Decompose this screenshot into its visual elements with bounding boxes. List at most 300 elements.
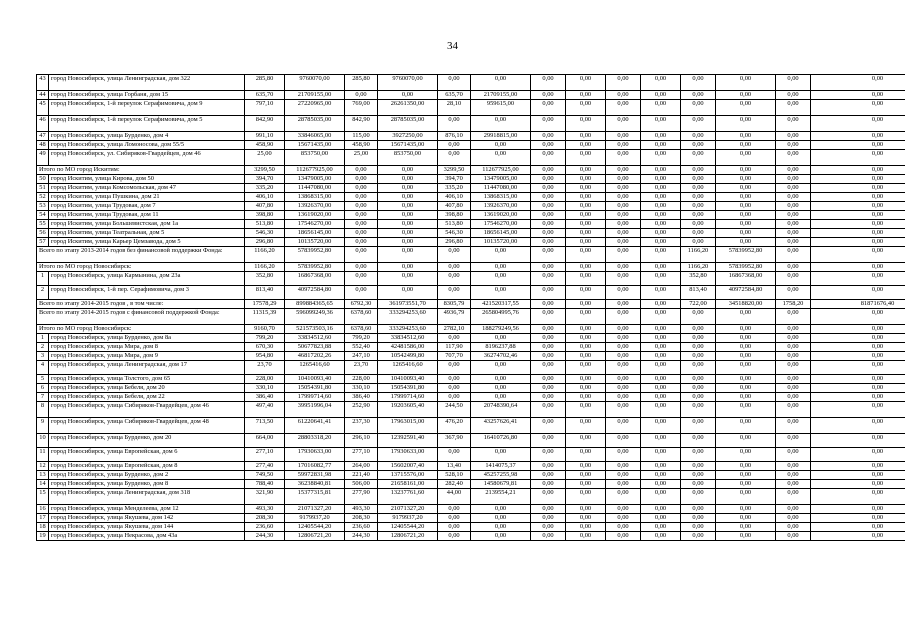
value-cell: 0,00 bbox=[566, 514, 606, 523]
value-cell: 0,00 bbox=[566, 471, 606, 480]
value-cell: 0,00 bbox=[681, 75, 716, 91]
row-number: 56 bbox=[37, 229, 49, 238]
value-cell: 0,00 bbox=[531, 91, 566, 100]
value-cell: 546,30 bbox=[438, 229, 471, 238]
value-cell: 0,00 bbox=[606, 505, 641, 514]
value-cell: 0,00 bbox=[811, 402, 905, 418]
table-row bbox=[37, 489, 905, 505]
value-cell: 0,00 bbox=[681, 202, 716, 211]
value-cell: 264,00 bbox=[345, 462, 378, 471]
value-cell: 236,60 bbox=[245, 523, 285, 532]
value-cell: 23,70 bbox=[245, 361, 285, 375]
value-cell: 0,00 bbox=[606, 141, 641, 150]
value-cell: 45257255,98 bbox=[471, 471, 531, 480]
value-cell: 9179937,20 bbox=[285, 514, 345, 523]
value-cell: 13868315,00 bbox=[285, 193, 345, 202]
row-number: 14 bbox=[37, 480, 49, 489]
value-cell: 0,00 bbox=[716, 116, 776, 132]
value-cell: 330,10 bbox=[245, 384, 285, 393]
value-cell: 17546270,00 bbox=[285, 220, 345, 229]
value-cell: 208,30 bbox=[245, 514, 285, 523]
table-row bbox=[37, 229, 905, 238]
value-cell: 0,00 bbox=[716, 75, 776, 91]
value-cell: 0,00 bbox=[776, 402, 811, 418]
value-cell: 406,10 bbox=[438, 193, 471, 202]
value-cell: 0,00 bbox=[345, 184, 378, 193]
value-cell: 0,00 bbox=[811, 175, 905, 184]
row-number: 43 bbox=[37, 75, 49, 91]
value-cell: 0,00 bbox=[606, 334, 641, 343]
value-cell: 0,00 bbox=[716, 220, 776, 229]
value-cell: 0,00 bbox=[531, 100, 566, 116]
value-cell: 0,00 bbox=[681, 384, 716, 393]
value-cell: 21071327,20 bbox=[285, 505, 345, 514]
address-cell: город Новосибирск, улица Ленинградская, дом 318 bbox=[49, 489, 245, 505]
value-cell: 0,00 bbox=[531, 75, 566, 91]
value-cell: 0,00 bbox=[378, 247, 438, 263]
value-cell: 13,40 bbox=[438, 462, 471, 471]
value-cell: 0,00 bbox=[811, 75, 905, 91]
value-cell: 3927250,00 bbox=[378, 132, 438, 141]
value-cell: 0,00 bbox=[531, 448, 566, 462]
value-cell: 0,00 bbox=[566, 300, 606, 309]
value-cell: 0,00 bbox=[776, 263, 811, 272]
value-cell: 17016082,77 bbox=[285, 462, 345, 471]
value-cell: 6378,60 bbox=[345, 325, 378, 334]
row-number: 47 bbox=[37, 132, 49, 141]
value-cell: 188279249,56 bbox=[471, 325, 531, 334]
value-cell: 0,00 bbox=[641, 220, 681, 229]
address-cell: город Новосибирск, улица Бурденко, дом 2 bbox=[49, 471, 245, 480]
value-cell: 0,00 bbox=[776, 471, 811, 480]
value-cell: 285,80 bbox=[245, 75, 285, 91]
value-cell: 0,00 bbox=[566, 184, 606, 193]
value-cell: 21709155,00 bbox=[471, 91, 531, 100]
row-number: 15 bbox=[37, 489, 49, 505]
value-cell: 6378,60 bbox=[345, 309, 378, 325]
table-row bbox=[37, 434, 905, 448]
address-cell: город Новосибирск, улица Бебеля, дом 22 bbox=[49, 393, 245, 402]
value-cell: 221,40 bbox=[345, 471, 378, 480]
value-cell: 0,00 bbox=[776, 334, 811, 343]
value-cell: 0,00 bbox=[438, 247, 471, 263]
value-cell: 0,00 bbox=[641, 141, 681, 150]
value-cell: 0,00 bbox=[681, 393, 716, 402]
value-cell: 0,00 bbox=[566, 480, 606, 489]
value-cell: 0,00 bbox=[531, 505, 566, 514]
value-cell: 0,00 bbox=[641, 343, 681, 352]
value-cell: 0,00 bbox=[776, 448, 811, 462]
value-cell: 0,00 bbox=[471, 150, 531, 166]
value-cell: 0,00 bbox=[345, 202, 378, 211]
value-cell: 46817202,26 bbox=[285, 352, 345, 361]
row-number: 12 bbox=[37, 462, 49, 471]
total-label: Всего по этапу 2014-2015 годов , в том числе: bbox=[37, 300, 245, 309]
value-cell: 0,00 bbox=[566, 91, 606, 100]
value-cell: 813,40 bbox=[681, 286, 716, 300]
value-cell: 0,00 bbox=[641, 193, 681, 202]
value-cell: 0,00 bbox=[606, 91, 641, 100]
value-cell: 0,00 bbox=[641, 514, 681, 523]
value-cell: 0,00 bbox=[776, 272, 811, 286]
value-cell: 0,00 bbox=[811, 505, 905, 514]
value-cell: 0,00 bbox=[471, 247, 531, 263]
value-cell: 0,00 bbox=[681, 489, 716, 505]
value-cell: 0,00 bbox=[471, 141, 531, 150]
table-row bbox=[37, 402, 905, 418]
value-cell: 670,30 bbox=[245, 343, 285, 352]
value-cell: 18656145,00 bbox=[285, 229, 345, 238]
value-cell: 0,00 bbox=[811, 462, 905, 471]
value-cell: 0,00 bbox=[438, 393, 471, 402]
address-cell: город Новосибирск, улица Европейская, дом 8 bbox=[49, 462, 245, 471]
value-cell: 797,10 bbox=[245, 100, 285, 116]
value-cell: 0,00 bbox=[716, 480, 776, 489]
value-cell: 0,00 bbox=[606, 375, 641, 384]
value-cell: 0,00 bbox=[641, 75, 681, 91]
value-cell: 876,10 bbox=[438, 132, 471, 141]
value-cell: 0,00 bbox=[566, 193, 606, 202]
value-cell: 81871676,40 bbox=[811, 300, 905, 309]
value-cell: 12405544,20 bbox=[285, 523, 345, 532]
value-cell: 10135720,00 bbox=[285, 238, 345, 247]
value-cell: 208,30 bbox=[345, 514, 378, 523]
value-cell: 0,00 bbox=[531, 471, 566, 480]
value-cell: 0,00 bbox=[531, 375, 566, 384]
value-cell: 0,00 bbox=[641, 166, 681, 175]
value-cell: 0,00 bbox=[531, 238, 566, 247]
table-row bbox=[37, 523, 905, 532]
value-cell: 0,00 bbox=[811, 352, 905, 361]
value-cell: 40972584,80 bbox=[716, 286, 776, 300]
value-cell: 0,00 bbox=[531, 343, 566, 352]
value-cell: 285,80 bbox=[345, 75, 378, 91]
value-cell: 0,00 bbox=[811, 309, 905, 325]
value-cell: 0,00 bbox=[438, 514, 471, 523]
value-cell: 0,00 bbox=[606, 393, 641, 402]
address-cell: город Искитим, улица Театральная, дом 5 bbox=[49, 229, 245, 238]
value-cell: 0,00 bbox=[641, 448, 681, 462]
value-cell: 0,00 bbox=[811, 166, 905, 175]
value-cell: 13619020,00 bbox=[285, 211, 345, 220]
address-cell: город Новосибирск, 1-й переулок Серафимовича, дом 5 bbox=[49, 116, 245, 132]
value-cell: 0,00 bbox=[531, 480, 566, 489]
value-cell: 0,00 bbox=[471, 334, 531, 343]
value-cell: 18656145,00 bbox=[471, 229, 531, 238]
value-cell: 0,00 bbox=[811, 384, 905, 393]
value-cell: 0,00 bbox=[776, 434, 811, 448]
row-number: 1 bbox=[37, 334, 49, 343]
value-cell: 0,00 bbox=[641, 91, 681, 100]
row-number: 2 bbox=[37, 343, 49, 352]
value-cell: 0,00 bbox=[345, 263, 378, 272]
value-cell: 43257626,41 bbox=[471, 418, 531, 434]
value-cell: 0,00 bbox=[641, 489, 681, 505]
value-cell: 0,00 bbox=[531, 193, 566, 202]
value-cell: 0,00 bbox=[776, 150, 811, 166]
value-cell: 0,00 bbox=[681, 480, 716, 489]
value-cell: 0,00 bbox=[531, 116, 566, 132]
address-cell: город Новосибирск, 1-й пер. Серафимовича, дом 3 bbox=[49, 286, 245, 300]
value-cell: 0,00 bbox=[606, 361, 641, 375]
table-row bbox=[37, 116, 905, 132]
value-cell: 28785035,00 bbox=[378, 116, 438, 132]
value-cell: 17999714,60 bbox=[285, 393, 345, 402]
value-cell: 0,00 bbox=[471, 514, 531, 523]
value-cell: 0,00 bbox=[811, 211, 905, 220]
value-cell: 59972831,98 bbox=[285, 471, 345, 480]
value-cell: 506,00 bbox=[345, 480, 378, 489]
value-cell: 0,00 bbox=[566, 393, 606, 402]
value-cell: 0,00 bbox=[566, 462, 606, 471]
address-cell: город Новосибирск, улица Бурденко, дом 20 bbox=[49, 434, 245, 448]
value-cell: 9760070,00 bbox=[285, 75, 345, 91]
value-cell: 0,00 bbox=[716, 434, 776, 448]
value-cell: 0,00 bbox=[471, 505, 531, 514]
address-cell: город Новосибирск, улица Якушева, дом 142 bbox=[49, 514, 245, 523]
value-cell: 0,00 bbox=[716, 334, 776, 343]
table-row bbox=[37, 238, 905, 247]
value-cell: 0,00 bbox=[716, 384, 776, 393]
total-row bbox=[37, 166, 905, 175]
value-cell: 0,00 bbox=[531, 184, 566, 193]
value-cell: 0,00 bbox=[438, 116, 471, 132]
value-cell: 0,00 bbox=[531, 462, 566, 471]
value-cell: 635,70 bbox=[245, 91, 285, 100]
value-cell: 0,00 bbox=[566, 263, 606, 272]
value-cell: 0,00 bbox=[531, 489, 566, 505]
value-cell: 0,00 bbox=[606, 220, 641, 229]
value-cell: 0,00 bbox=[471, 116, 531, 132]
value-cell: 0,00 bbox=[776, 238, 811, 247]
address-cell: город Новосибирск, улица Бурденко, дом 8 bbox=[49, 480, 245, 489]
value-cell: 15377315,81 bbox=[285, 489, 345, 505]
row-number: 5 bbox=[37, 375, 49, 384]
row-number: 54 bbox=[37, 211, 49, 220]
value-cell: 0,00 bbox=[681, 166, 716, 175]
value-cell: 26261350,00 bbox=[378, 100, 438, 116]
value-cell: 0,00 bbox=[776, 462, 811, 471]
value-cell: 0,00 bbox=[378, 175, 438, 184]
row-number: 49 bbox=[37, 150, 49, 166]
value-cell: 0,00 bbox=[641, 505, 681, 514]
value-cell: 0,00 bbox=[606, 300, 641, 309]
value-cell: 0,00 bbox=[681, 91, 716, 100]
value-cell: 521573503,16 bbox=[285, 325, 345, 334]
value-cell: 0,00 bbox=[811, 480, 905, 489]
table-row bbox=[37, 480, 905, 489]
value-cell: 0,00 bbox=[716, 184, 776, 193]
value-cell: 33834512,60 bbox=[285, 334, 345, 343]
value-cell: 0,00 bbox=[566, 229, 606, 238]
value-cell: 0,00 bbox=[378, 184, 438, 193]
value-cell: 39951996,04 bbox=[285, 402, 345, 418]
value-cell: 0,00 bbox=[776, 361, 811, 375]
value-cell: 0,00 bbox=[438, 384, 471, 393]
value-cell: 9760070,00 bbox=[378, 75, 438, 91]
value-cell: 0,00 bbox=[641, 384, 681, 393]
value-cell: 330,10 bbox=[345, 384, 378, 393]
table-row bbox=[37, 175, 905, 184]
value-cell: 0,00 bbox=[776, 418, 811, 434]
value-cell: 899884365,65 bbox=[285, 300, 345, 309]
value-cell: 17930633,00 bbox=[285, 448, 345, 462]
value-cell: 333294253,60 bbox=[378, 309, 438, 325]
value-cell: 0,00 bbox=[641, 309, 681, 325]
row-number: 11 bbox=[37, 448, 49, 462]
value-cell: 0,00 bbox=[811, 193, 905, 202]
value-cell: 0,00 bbox=[606, 418, 641, 434]
value-cell: 0,00 bbox=[641, 375, 681, 384]
value-cell: 0,00 bbox=[566, 402, 606, 418]
value-cell: 0,00 bbox=[681, 238, 716, 247]
value-cell: 0,00 bbox=[566, 166, 606, 175]
value-cell: 0,00 bbox=[531, 402, 566, 418]
value-cell: 0,00 bbox=[566, 489, 606, 505]
row-number: 46 bbox=[37, 116, 49, 132]
address-cell: город Новосибирск, улица Ленинградская, дом 17 bbox=[49, 361, 245, 375]
value-cell: 8305,79 bbox=[438, 300, 471, 309]
value-cell: 0,00 bbox=[681, 462, 716, 471]
value-cell: 1166,20 bbox=[245, 263, 285, 272]
value-cell: 799,20 bbox=[245, 334, 285, 343]
value-cell: 0,00 bbox=[716, 505, 776, 514]
value-cell: 0,00 bbox=[681, 402, 716, 418]
address-cell: город Новосибирск, улица Бурденко, дом 4 bbox=[49, 132, 245, 141]
value-cell: 0,00 bbox=[681, 132, 716, 141]
value-cell: 112677925,00 bbox=[471, 166, 531, 175]
value-cell: 0,00 bbox=[681, 220, 716, 229]
value-cell: 0,00 bbox=[531, 434, 566, 448]
value-cell: 112677925,00 bbox=[285, 166, 345, 175]
value-cell: 0,00 bbox=[378, 286, 438, 300]
value-cell: 0,00 bbox=[811, 272, 905, 286]
row-number: 10 bbox=[37, 434, 49, 448]
value-cell: 0,00 bbox=[641, 402, 681, 418]
value-cell: 0,00 bbox=[811, 238, 905, 247]
row-number: 2 bbox=[37, 286, 49, 300]
value-cell: 0,00 bbox=[471, 361, 531, 375]
value-cell: 247,10 bbox=[345, 352, 378, 361]
value-cell: 0,00 bbox=[471, 375, 531, 384]
table-row bbox=[37, 132, 905, 141]
value-cell: 0,00 bbox=[681, 514, 716, 523]
value-cell: 0,00 bbox=[811, 184, 905, 193]
value-cell: 0,00 bbox=[681, 471, 716, 480]
value-cell: 0,00 bbox=[606, 448, 641, 462]
value-cell: 0,00 bbox=[378, 220, 438, 229]
value-cell: 0,00 bbox=[641, 272, 681, 286]
value-cell: 0,00 bbox=[716, 532, 776, 541]
value-cell: 0,00 bbox=[606, 211, 641, 220]
row-number: 44 bbox=[37, 91, 49, 100]
value-cell: 722,00 bbox=[681, 300, 716, 309]
value-cell: 0,00 bbox=[378, 263, 438, 272]
value-cell: 0,00 bbox=[776, 384, 811, 393]
row-number: 18 bbox=[37, 523, 49, 532]
value-cell: 0,00 bbox=[566, 150, 606, 166]
value-cell: 842,90 bbox=[245, 116, 285, 132]
value-cell: 0,00 bbox=[531, 272, 566, 286]
value-cell: 28,10 bbox=[438, 100, 471, 116]
value-cell: 0,00 bbox=[606, 532, 641, 541]
value-cell: 0,00 bbox=[681, 334, 716, 343]
value-cell: 0,00 bbox=[776, 91, 811, 100]
value-cell: 421520317,55 bbox=[471, 300, 531, 309]
value-cell: 0,00 bbox=[345, 286, 378, 300]
value-cell: 788,40 bbox=[245, 480, 285, 489]
value-cell: 0,00 bbox=[471, 263, 531, 272]
value-cell: 1265416,60 bbox=[378, 361, 438, 375]
value-cell: 0,00 bbox=[606, 352, 641, 361]
value-cell: 4936,79 bbox=[438, 309, 471, 325]
value-cell: 0,00 bbox=[811, 91, 905, 100]
value-cell: 0,00 bbox=[438, 532, 471, 541]
row-number: 13 bbox=[37, 471, 49, 480]
value-cell: 36238840,81 bbox=[285, 480, 345, 489]
value-cell: 277,10 bbox=[245, 448, 285, 462]
value-cell: 277,10 bbox=[345, 448, 378, 462]
value-cell: 954,80 bbox=[245, 352, 285, 361]
table-row bbox=[37, 448, 905, 462]
value-cell: 9160,70 bbox=[245, 325, 285, 334]
value-cell: 57839952,80 bbox=[716, 247, 776, 263]
address-cell: город Искитим, улица Пушкина, дом 21 bbox=[49, 193, 245, 202]
value-cell: 0,00 bbox=[811, 471, 905, 480]
value-cell: 0,00 bbox=[606, 471, 641, 480]
value-cell: 0,00 bbox=[566, 343, 606, 352]
value-cell: 0,00 bbox=[641, 238, 681, 247]
value-cell: 57839952,80 bbox=[285, 247, 345, 263]
table-row bbox=[37, 100, 905, 116]
value-cell: 406,10 bbox=[245, 193, 285, 202]
value-cell: 11315,39 bbox=[245, 309, 285, 325]
value-cell: 0,00 bbox=[606, 523, 641, 532]
value-cell: 0,00 bbox=[776, 175, 811, 184]
value-cell: 0,00 bbox=[471, 286, 531, 300]
value-cell: 497,40 bbox=[245, 402, 285, 418]
value-cell: 335,20 bbox=[245, 184, 285, 193]
value-cell: 0,00 bbox=[776, 141, 811, 150]
value-cell: 0,00 bbox=[606, 75, 641, 91]
value-cell: 0,00 bbox=[716, 523, 776, 532]
value-cell: 0,00 bbox=[681, 184, 716, 193]
row-number: 45 bbox=[37, 100, 49, 116]
value-cell: 0,00 bbox=[716, 361, 776, 375]
table-row bbox=[37, 418, 905, 434]
value-cell: 6792,30 bbox=[345, 300, 378, 309]
row-number: 17 bbox=[37, 514, 49, 523]
value-cell: 0,00 bbox=[811, 141, 905, 150]
table-row bbox=[37, 184, 905, 193]
value-cell: 50677823,88 bbox=[285, 343, 345, 352]
value-cell: 0,00 bbox=[566, 286, 606, 300]
value-cell: 0,00 bbox=[681, 141, 716, 150]
value-cell: 0,00 bbox=[566, 272, 606, 286]
value-cell: 0,00 bbox=[345, 91, 378, 100]
value-cell: 0,00 bbox=[716, 462, 776, 471]
value-cell: 0,00 bbox=[566, 309, 606, 325]
value-cell: 0,00 bbox=[641, 184, 681, 193]
value-cell: 0,00 bbox=[776, 184, 811, 193]
value-cell: 0,00 bbox=[641, 361, 681, 375]
value-cell: 0,00 bbox=[531, 247, 566, 263]
value-cell: 813,40 bbox=[245, 286, 285, 300]
row-number: 3 bbox=[37, 352, 49, 361]
value-cell: 17578,29 bbox=[245, 300, 285, 309]
value-cell: 57839952,80 bbox=[285, 263, 345, 272]
value-cell: 13715576,00 bbox=[378, 471, 438, 480]
